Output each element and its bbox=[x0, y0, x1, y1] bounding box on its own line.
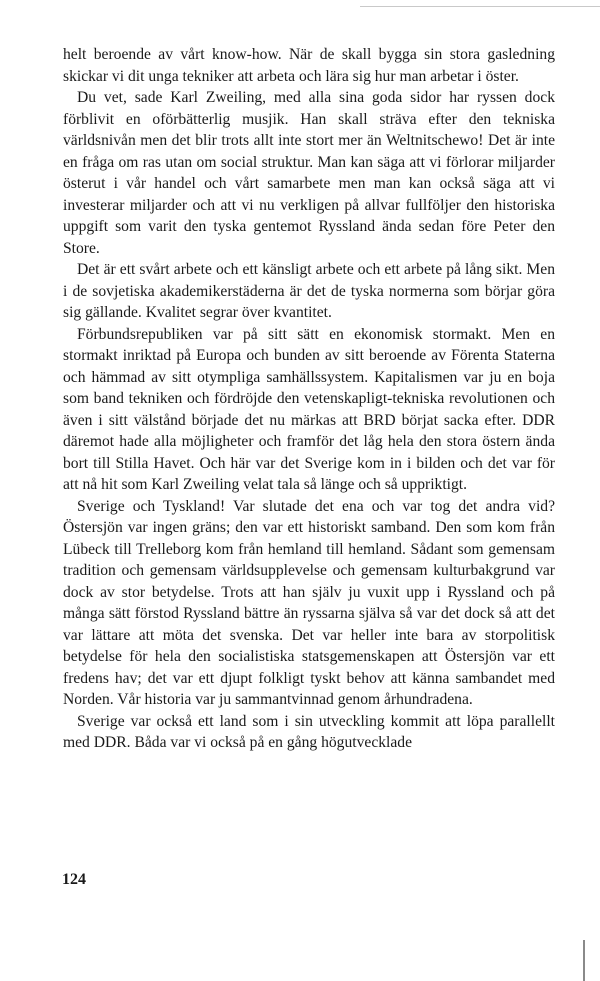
paragraph: helt beroende av vårt know-how. När de skall bygga sin stora gasledning skickar vi dit unga tekniker att arbeta och lära sig hur man arbetar i öster. bbox=[63, 46, 555, 85]
paragraph: Det är ett svårt arbete och ett känsligt arbete och ett arbete på lång sikt. Men i de sovjetiska akademikerstäderna är det de tyska normerna som börjar göra sig gällande. Kvalitet segrar över kvantitet. bbox=[63, 261, 555, 321]
paragraph: Sverige var också ett land som i sin utveckling kommit att löpa parallellt med DDR. Båda var vi också på en gång högutvecklade bbox=[63, 712, 555, 751]
page-number: 124 bbox=[62, 871, 86, 888]
page-right-edge bbox=[583, 940, 585, 981]
body-text bbox=[63, 44, 555, 754]
paragraph: Sverige och Tyskland! Var slutade det ena och var tog det andra vid? Östersjön var ingen gräns; den var ett historiskt samband. Den som kom från Lübeck till Trelleborg kom från hemland till hemland. Sådant som gemensam tradition och gemensam världsupplevelse och gemensam kulturbakgrund var dock av stor betydelse. Trots att han själv ju vuxit upp i Ryssland och på många sätt förstod Ryssland bättre än ryssarna själva så var det dock så att det var lättare att möta det svenska. Det var heller inte bara av storpolitisk betydelse för hela den socialistiska statsgemenskapen att Östersjön var ett fredens hav; det var ett djupt folkligt tyskt behov att känna sambandet med Norden. Vår historia var ju sammantvinnad genom århundradena. bbox=[63, 497, 555, 708]
page-top-edge bbox=[360, 6, 600, 7]
paragraph: Du vet, sade Karl Zweiling, med alla sina goda sidor har ryssen dock förblivit en oförbätterlig musjik. Han skall sträva efter den tekniska världsnivån men det blir trots allt inte stort mer än Weltnitschewo! Det är inte en fråga om ras utan om social struktur. Man kan säga att vi förlorar miljarder österut i vår handel och vårt samarbete men man kan också säga att vi investerar miljarder och att vi nu verkligen på allvar fullföljer den historiska uppgift som varit den tyska gentemot Ryssland ända sedan före Peter den Store. bbox=[63, 89, 555, 257]
paragraph: Förbundsrepubliken var på sitt sätt en ekonomisk stormakt. Men en stormakt inriktad på Europa och bunden av sitt beroende av Förenta Staterna och hämmad av sitt otympliga samhällssystem. Kapitalismen var ju en boja som band tekniken och fördröjde den vetenskapligt-tekniska revolutionen och även i sitt välstånd började det nu märkas att BRD börjat sacka efter. DDR däremot hade alla möjligheter och framför det låg hela den stora östern ända bort till Stilla Havet. Och här var det Sverige kom in i bilden och det var för att nå hit som Karl Zweiling velat tala så länge och så uppriktigt. bbox=[63, 325, 555, 493]
